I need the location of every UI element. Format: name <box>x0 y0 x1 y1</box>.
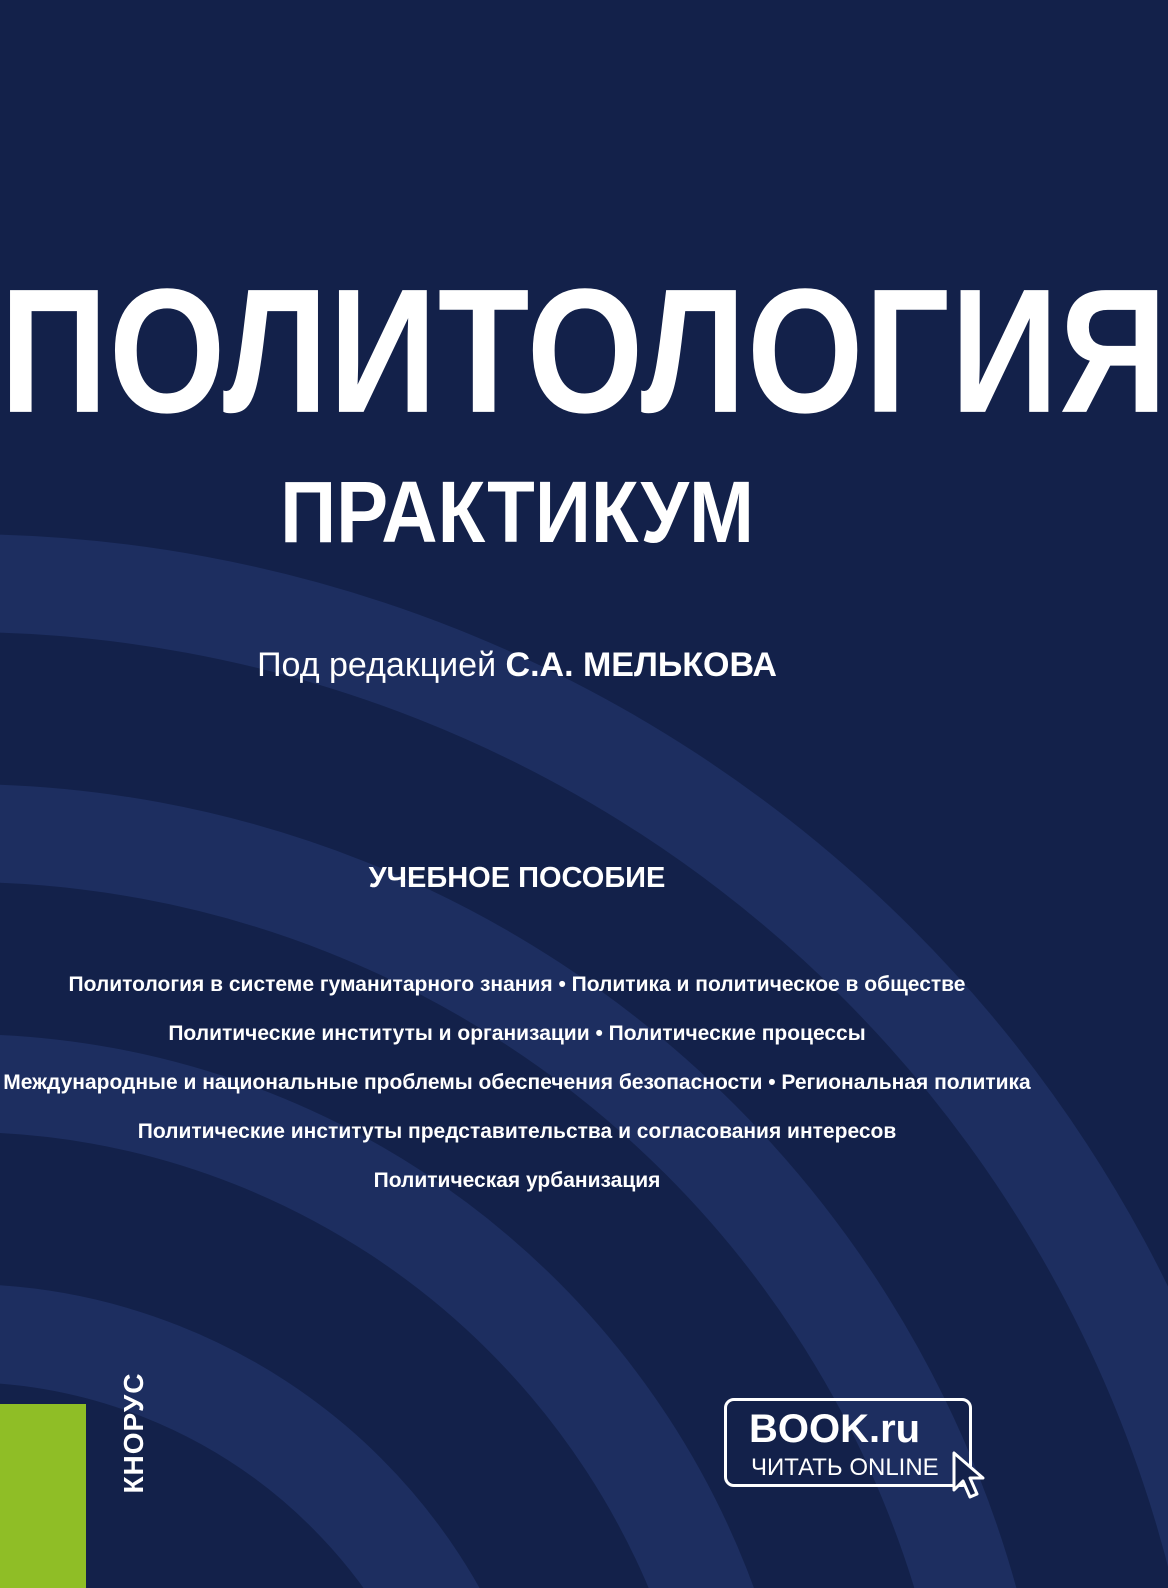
publisher-logo <box>119 1372 149 1494</box>
publisher-color-bar <box>0 1404 86 1588</box>
topic-line: Международные и национальные проблемы обеспечения безопасности • Региональная политика <box>3 1071 1031 1094</box>
book-title: ПОЛИТОЛОГИЯ <box>0 251 1168 450</box>
book-subtitle: ПРАКТИКУМ <box>280 462 754 561</box>
document-type: УЧЕБНОЕ ПОСОБИЕ <box>368 862 666 894</box>
topic-line: Политические институты представительства и согласования интересов <box>137 1120 897 1143</box>
topics-list <box>0 974 1034 1219</box>
read-online-label: ЧИТАТЬ ONLINE <box>751 1454 939 1481</box>
publisher-name: КНОРУС <box>118 1372 149 1494</box>
editor-name: С.А. МЕЛЬКОВА <box>505 646 777 684</box>
book-ru-logo: BOOK.ru <box>749 1407 921 1451</box>
editor-prefix: Под редакцией <box>257 646 506 684</box>
book-ru-badge[interactable] <box>724 1398 972 1487</box>
cursor-arrow-icon <box>950 1450 994 1502</box>
editor-line <box>0 648 1034 682</box>
topic-line: Политические институты и организации • Политические процессы <box>168 1022 866 1045</box>
topic-line: Политическая урбанизация <box>373 1169 661 1192</box>
topic-line: Политология в системе гуманитарного знания • Политика и политическое в обществе <box>68 973 966 996</box>
